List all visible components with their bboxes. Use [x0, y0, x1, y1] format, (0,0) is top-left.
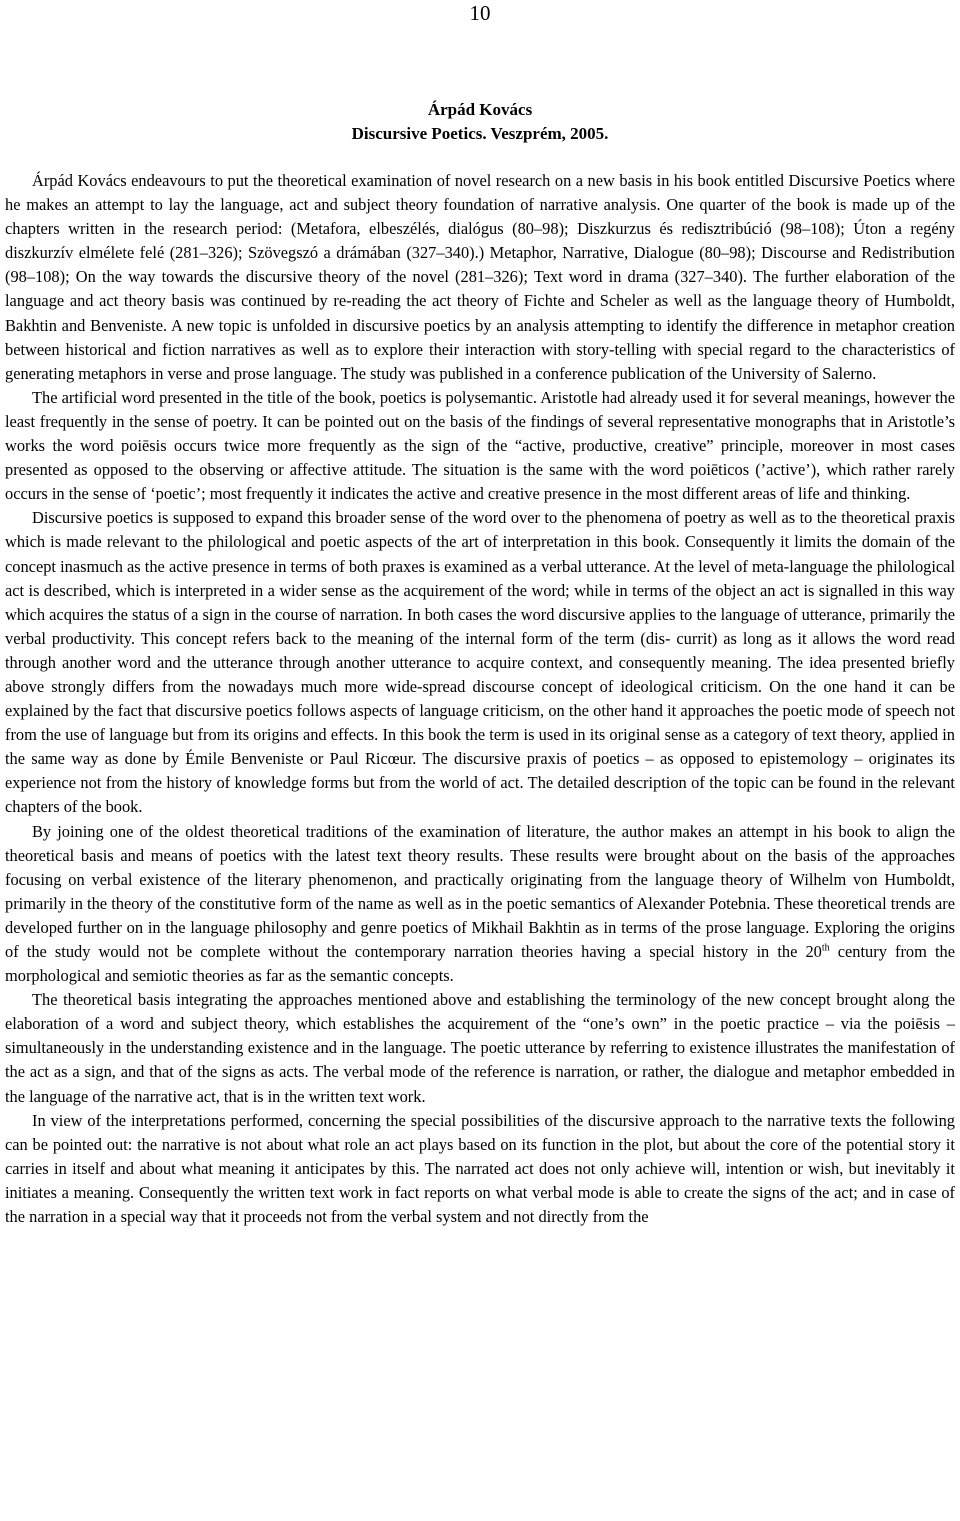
paragraph-1: Árpád Kovács endeavours to put the theoretical examination of novel research on a new basis in his book entitled Discursive Poetics where he makes an attempt to lay the language, act and subject theory foundation of narrative analysis. One quarter of the book is made up of the chapters written in the research period: (Metafora, elbeszélés, dialógus (80–98); Diszkurzus és redisztribúció (98–108); Úton a regény diszkurzív elmélete felé (281–326); Szövegszó a drámában (327–340).) Metaphor, Narrative, Dialogue (80–98); Discourse and Redistribution (98–108); On the way towards the discursive theory of the novel (281–326); Text word in drama (327–340). The further elaboration of the language and act theory basis was continued by re-reading the act theory of Fichte and Scheler as well as the language theory of Humboldt, Bakhtin and Benveniste. A new topic is unfolded in discursive poetics by an analysis attempting to identify the difference in metaphor creation between historical and fiction narratives as well as to explore their interaction with story-telling with special regard to the characteristics of generating metaphors in verse and prose language. The study was published in a conference publication of the University of Salerno. [5, 171, 955, 383]
ordinal-suffix: th [821, 942, 830, 954]
paragraph-5: The theoretical basis integrating the approaches mentioned above and establishing the terminology of the new concept brought along the elaboration of a word and subject theory, which establishes the acquirement of the “one’s own” in the poetic practice – via the poiēsis – simultaneously in the understanding existence and in the language. The poetic utterance by referring to existence illustrates the manifestation of the act as a sign, and that of the signs as acts. The verbal mode of the reference is narration, or rather, the dialogue and metaphor embedded in the language of the narrative act, that is in the written text work. [5, 990, 955, 1106]
page-number: 10 [469, 1, 491, 25]
paragraph-4-tail: century from the morphological and semiotic theories as far as the semantic concepts. [5, 942, 955, 986]
paragraph-2: The artificial word presented in the title of the book, poetics is polysemantic. Aristotle had already used it for several meanings, however the least frequently in the sense of poetry. It can be pointed out on the basis of the findings of several representative monographs that in Aristotle’s works the word poiēsis occurs twice more frequently as the sign of the “active, productive, creative” principle, moreover in most cases presented as opposed to the observing or affective attitude. The situation is the same with the word poiēticos (’active’), which rather rarely occurs in the sense of ‘poetic’; most frequently it indicates the active and creative presence in the most different areas of life and thinking. [5, 387, 955, 504]
paragraph-4-text: By joining one of the oldest theoretical traditions of the examination of literature, the author makes an attempt in his book to align the theoretical basis and means of poetics with the latest text theory results. These results were brought about on the basis of the approaches focusing on verbal existence of the literary phenomenon, and practically originating from the language theory of Wilhelm von Humboldt, primarily in the theory of the constitutive form of the name as well as in the poetic semantics of Alexander Potebnia. These theoretical trends are developed further on in the language philosophy and genre poetics of Mikhail Bakhtin as in terms of the prose language. Exploring the origins of the study would not be complete without the contemporary narration theories having a special history in the 20 [5, 821, 955, 961]
review-heading [0, 98, 960, 146]
paragraph-4 [5, 820, 955, 989]
body-text [5, 169, 955, 1229]
book-title: Discursive Poetics. Veszprém, 2005. [351, 124, 609, 143]
author-name: Árpád Kovács [427, 100, 533, 119]
paragraph-3: Discursive poetics is supposed to expand this broader sense of the word over to the phenomena of poetry as well as to the theoretical praxis which is made relevant to the philological and poetic aspects of the art of interpretation in this book. Consequently it limits the domain of the concept inasmuch as the active presence in terms of both praxes is examined as a verbal utterance. At the level of meta-language the philological act is described, which is interpreted in a wider sense as the acquirement of the word; while in terms of the object an act is signalled in this way which acquires the status of a sign in the course of narration. In both cases the word discursive applies to the language of utterance, primarily the verbal productivity. This concept refers back to the meaning of the internal form of the term (dis- currit) as long as it allows the word read through another word and the utterance through another utterance to acquire context, and consequently meaning. The idea presented briefly above strongly differs from the nowadays much more wide-spread discourse concept of ideological criticism. On the one hand it can be explained by the fact that discursive poetics follows aspects of language criticism, on the other hand it approaches the poetic mode of speech not from the use of language but from its origins and effects. In this book the term is used in its original sense as a category of text theory, applied in the same way as done by Émile Benveniste or Paul Ricœur. The discursive praxis of poetics – as opposed to epistemology – originates its experience not from the history of knowledge forms but from the world of act. The detailed description of the topic can be found in the relevant chapters of the book. [5, 508, 955, 817]
paragraph-6: In view of the interpretations performed, concerning the special possibilities of the discursive approach to the narrative texts the following can be pointed out: the narrative is not about what role an act plays based on its function in the plot, but about the core of the potential story it carries in itself and about what meaning it anticipates by this. The narrated act does not only achieve will, intention or wish, but inevitably it initiates a meaning. Consequently the written text work in fact reports on what verbal mode is able to create the signs of the act; and in case of the narration in a special way that it proceeds not from the verbal system and not directly from the [5, 1110, 955, 1227]
